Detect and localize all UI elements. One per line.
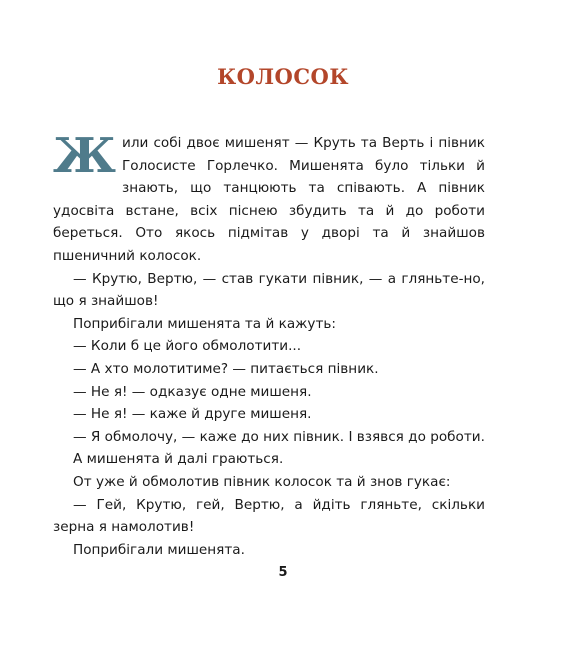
paragraph: — Крутю, Вертю, — став гукати півник, — а гляньте-но, що я знайшов! — [53, 270, 485, 310]
paragraph: А мишенята й далі граються. — [73, 451, 284, 468]
story-body — [53, 128, 485, 561]
first-paragraph-text: или собі двоє мишенят — Круть та Верть і півник Голосисте Горлечко. Мишенята було тільки й знають, що танцюють та співають. А півник удосвіта встане, всіх піснею збудить та й до роботи береться. Ото якось підмітав у дворі та й знайшов пшеничний колосок. — [53, 135, 485, 264]
first-paragraph — [53, 128, 485, 268]
paragraph: — Коли б це його обмолотити... — [73, 338, 302, 355]
page-number: 5 — [278, 565, 288, 580]
paragraph: От уже й обмолотив півник колосок та й знов гукає: — [73, 473, 451, 490]
story-title: КОЛОСОК — [217, 64, 349, 89]
paragraph: — А хто молотитиме? — питається півник. — [73, 360, 379, 377]
paragraph: — Я обмолочу, — каже до них півник. І взявся до роботи. — [73, 428, 485, 445]
paragraph: — Не я! — одказує одне мишеня. — [73, 383, 312, 400]
paragraph: — Гей, Крутю, гей, Вертю, а йдіть гляньте, скільки зерна я намолотив! — [53, 496, 485, 536]
paragraph: Поприбігали мишенята. — [73, 541, 245, 558]
paragraph: — Не я! — каже й друге мишеня. — [73, 406, 312, 423]
paragraph: Поприбігали мишенята та й кажуть: — [73, 315, 336, 332]
drop-cap-letter: Ж — [53, 128, 116, 184]
